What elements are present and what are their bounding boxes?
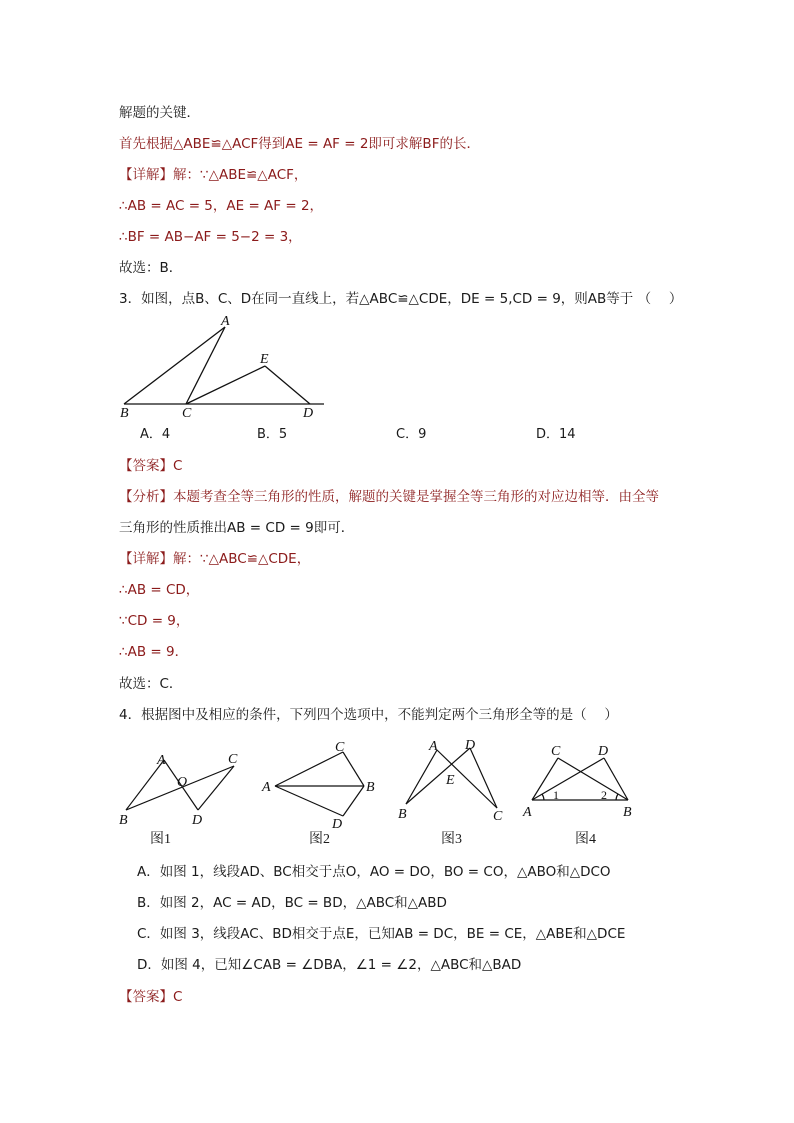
analysis-text: 【分析】本题考查全等三角形的性质，解题的关键是掌握全等三角形的对应边相等．由全等	[119, 489, 659, 505]
label-c: C	[228, 752, 238, 767]
question-4-figure-4	[518, 740, 648, 830]
detail-heading: 【详解】解：∵△ABC≌△CDE，	[119, 551, 311, 567]
answer-label: 【答案】C	[119, 989, 183, 1005]
solution-step: ∵CD = 9，	[119, 613, 190, 629]
label-a: A	[157, 753, 166, 768]
option-d[interactable]: D．如图 4，已知∠CAB = ∠DBA，∠1 = ∠2，△ABC和△BAD	[137, 957, 522, 973]
label-b: B	[120, 406, 129, 421]
option-a[interactable]: A．如图 1，线段AD、BC相交于点O，AO = DO，BO = CO，△ABO和△DCO	[137, 864, 611, 880]
label-c: C	[335, 740, 345, 755]
question-3-figure	[112, 310, 342, 422]
text-line: 解题的关键．	[119, 105, 200, 121]
option-b[interactable]: B．如图 2，AC = AD，BC = BD，△ABC和△ABD	[137, 895, 447, 911]
label-b: B	[623, 805, 632, 820]
label-d: D	[332, 817, 343, 832]
segment-ed	[265, 366, 310, 404]
solution-intro: 首先根据△ABE≌△ACF得到AE = AF = 2即可求解BF的长．	[119, 136, 480, 152]
figure-caption: 图4	[575, 832, 596, 847]
answer-label: 【答案】C	[119, 458, 183, 474]
solution-step: ∴AB = CD，	[119, 582, 200, 598]
question-3: 3．如图，点B、C、D在同一直线上，若△ABC≌△CDE，DE = 5,CD = 9，则AB等于 （ ）	[119, 291, 683, 307]
solution-step: ∴AB = 9．	[119, 644, 189, 660]
option-b[interactable]: B．5	[257, 427, 288, 442]
angle-label-2: 2	[601, 788, 607, 802]
label-d: D	[465, 738, 476, 753]
label-e: E	[446, 773, 455, 788]
label-b: B	[398, 807, 407, 822]
option-a[interactable]: A．4	[140, 427, 171, 442]
label-o: O	[177, 775, 188, 790]
segment-ac	[186, 327, 225, 404]
label-c: C	[493, 809, 503, 824]
figure-caption: 图1	[150, 832, 171, 847]
label-c: C	[551, 744, 561, 759]
detail-heading: 【详解】解：∵△ABE≌△ACF，	[119, 167, 308, 183]
question-4-figure-2	[258, 736, 388, 832]
option-c[interactable]: C．如图 3，线段AC、BD相交于点E，已知AB = DC，BE = CE，△ABE和△DCE	[137, 926, 626, 942]
solution-step: ∴AB = AC = 5，AE = AF = 2，	[119, 198, 324, 214]
label-b: B	[366, 780, 375, 795]
label-e: E	[260, 352, 269, 367]
analysis-text: 三角形的性质推出AB = CD = 9即可．	[119, 520, 355, 536]
question-4-figure-1	[112, 742, 252, 832]
label-a: A	[429, 739, 438, 754]
answer-choice-line: 故选：B．	[119, 260, 183, 276]
label-d: D	[598, 744, 609, 759]
solution-step: ∴BF = AB−AF = 5−2 = 3，	[119, 229, 302, 245]
segment-ce	[186, 366, 265, 404]
label-a: A	[262, 780, 271, 795]
option-c[interactable]: C．9	[396, 427, 427, 442]
label-d: D	[192, 813, 203, 828]
option-d[interactable]: D．14	[536, 427, 576, 442]
figure-caption: 图3	[441, 832, 462, 847]
label-b: B	[119, 813, 128, 828]
answer-choice-line: 故选：C．	[119, 676, 183, 692]
figure-caption: 图2	[309, 832, 330, 847]
question-4-figure-3	[393, 734, 513, 830]
angle-label-1: 1	[553, 788, 559, 802]
label-a: A	[523, 805, 532, 820]
label-c: C	[182, 406, 192, 421]
question-4: 4．根据图中及相应的条件，下列四个选项中，不能判定两个三角形全等的是（ ）	[119, 707, 618, 723]
label-a: A	[221, 314, 230, 329]
label-d: D	[303, 406, 314, 421]
